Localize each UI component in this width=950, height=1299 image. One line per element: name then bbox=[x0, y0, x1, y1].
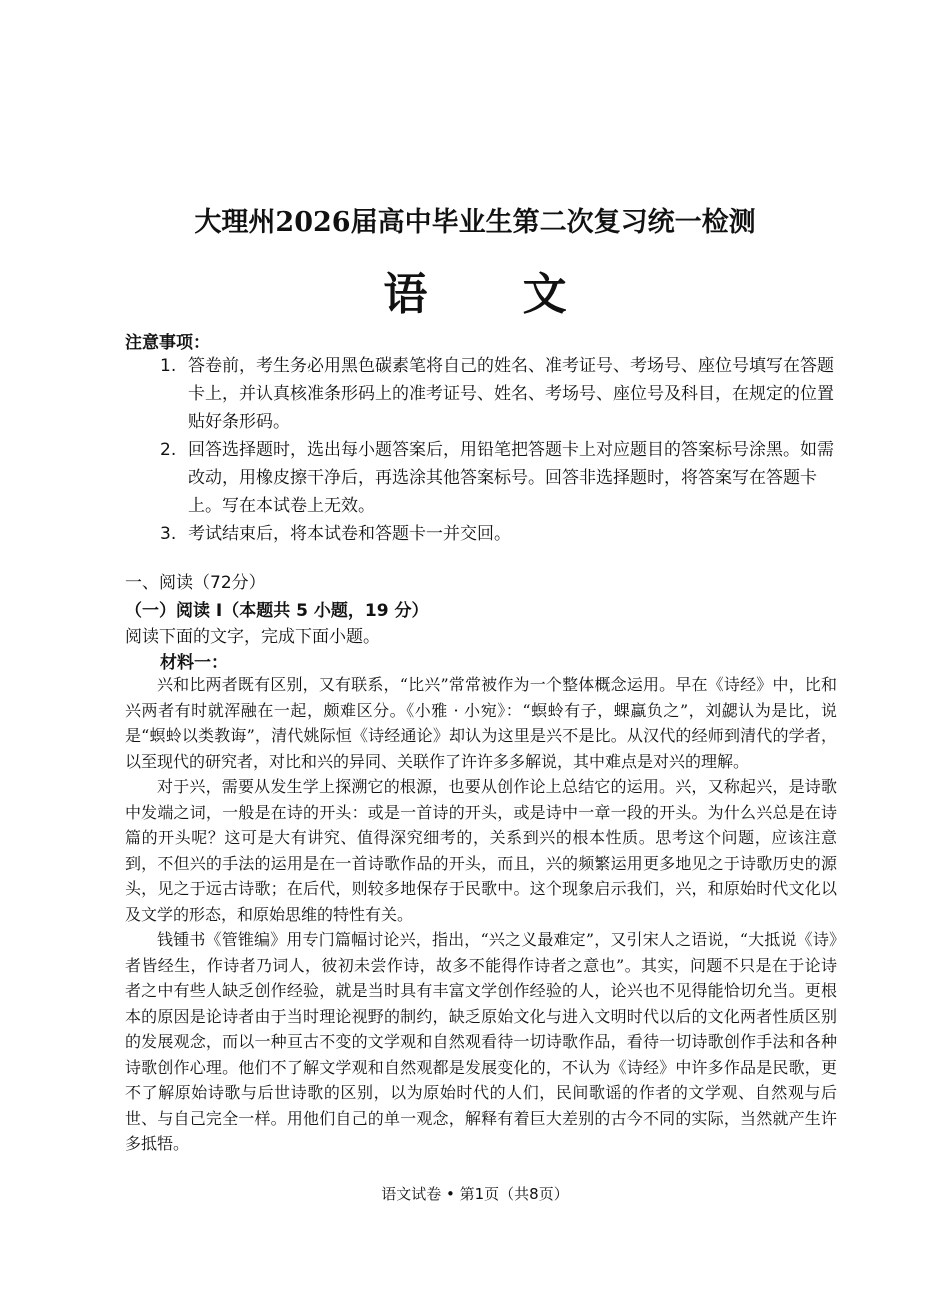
notice-item bbox=[160, 352, 840, 436]
page-footer: 语文试卷 • 第1页（共8页） bbox=[381, 1185, 569, 1203]
notice-heading: 注意事项： bbox=[125, 333, 210, 353]
material-label: 材料一： bbox=[160, 653, 228, 673]
notice-item-text: 答卷前，考生务必用黑色碳素笔将自己的姓名、准考证号、考场号、座位号填写在答题卡上，并认真核准条形码上的准考证号、姓名、考场号、座位号及科目，在规定的位置贴好条形码。 bbox=[188, 356, 834, 432]
notice-item-text: 回答选择题时，选出每小题答案后，用铅笔把答题卡上对应题目的答案标号涂黑。如需改动，用橡皮擦干净后，再选涂其他答案标号。回答非选择题时，将答案写在答题卡上。写在本试卷上无效。 bbox=[188, 440, 834, 516]
notice-item-number: 2. bbox=[160, 440, 177, 460]
reading-instruction: 阅读下面的文字，完成下面小题。 bbox=[125, 627, 380, 647]
notice-item-number: 1. bbox=[160, 356, 177, 376]
notice-item bbox=[160, 436, 840, 520]
reading-passage bbox=[125, 672, 837, 1157]
section-subheading: （一）阅读 I（本题共 5 小题，19 分） bbox=[125, 601, 429, 621]
notice-item-text: 考试结束后，将本试卷和答题卡一并交回。 bbox=[188, 524, 511, 544]
passage-paragraph: 钱锺书《管锥编》用专门篇幅讨论兴，指出，“兴之义最难定”，又引宋人之语说，“大抵说《诗》者皆经生，作诗者乃词人，彼初未尝作诗，故多不能得作诗者之意也”。其实，问题不只是在于论诗者之中有些人缺乏创作经验，就是当时具有丰富文学创作经验的人，论兴也不见得能恰切允当。更根本的原因是论诗者由于当时理论视野的制约，缺乏原始文化与进入文明时代以后的文化两者性质区别的发展观念，而以一种亘古不变的文学观和自然观看待一切诗歌作品，看待一切诗歌创作手法和各种诗歌创作心理。他们不了解文学观和自然观都是发展变化的，不认为《诗经》中许多作品是民歌，更不了解原始诗歌与后世诗歌的区别，以为原始时代的人们，民间歌谣的作者的文学观、自然观与后世、与自己完全一样。用他们自己的单一观念，解释有着巨大差别的古今不同的实际，当然就产生许多抵牾。 bbox=[125, 930, 837, 1153]
notice-item bbox=[160, 520, 840, 548]
passage-paragraph: 对于兴，需要从发生学上探溯它的根源，也要从创作论上总结它的运用。兴，又称起兴，是诗歌中发端之词，一般是在诗的开头：或是一首诗的开头，或是诗中一章一段的开头。为什么兴总是在诗篇的开头呢？这可是大有讲究、值得深究细考的，关系到兴的根本性质。思考这个问题，应该注意到，不但兴的手法的运用是在一首诗歌作品的开头，而且，兴的频繁运用更多地见之于诗歌历史的源头，见之于远古诗歌；在后代，则较多地保存于民歌中。这个现象启示我们，兴，和原始时代文化以及文学的形态，和原始思维的特性有关。 bbox=[125, 777, 837, 924]
subject-title: 语 文 bbox=[383, 269, 607, 320]
section-heading: 一、阅读（72分） bbox=[125, 573, 266, 593]
passage-paragraph: 兴和比两者既有区别，又有联系，“比兴”常常被作为一个整体概念运用。早在《诗经》中，比和兴两者有时就浑融在一起，颇难区分。《小雅 · 小宛》：“螟蛉有子，蜾蠃负之”，刘勰认为是比，说是“螟蛉以类教诲”，清代姚际恒《诗经通论》却认为这里是兴不是比。从汉代的经师到清代的学者，以至现代的研究者，对比和兴的异同、关联作了许许多多解说，其中难点是对兴的理解。 bbox=[125, 675, 837, 771]
exam-title: 大理州2026届高中毕业生第二次复习统一检测 bbox=[194, 207, 756, 238]
notice-item-number: 3. bbox=[160, 524, 177, 544]
notice-list bbox=[160, 352, 840, 548]
